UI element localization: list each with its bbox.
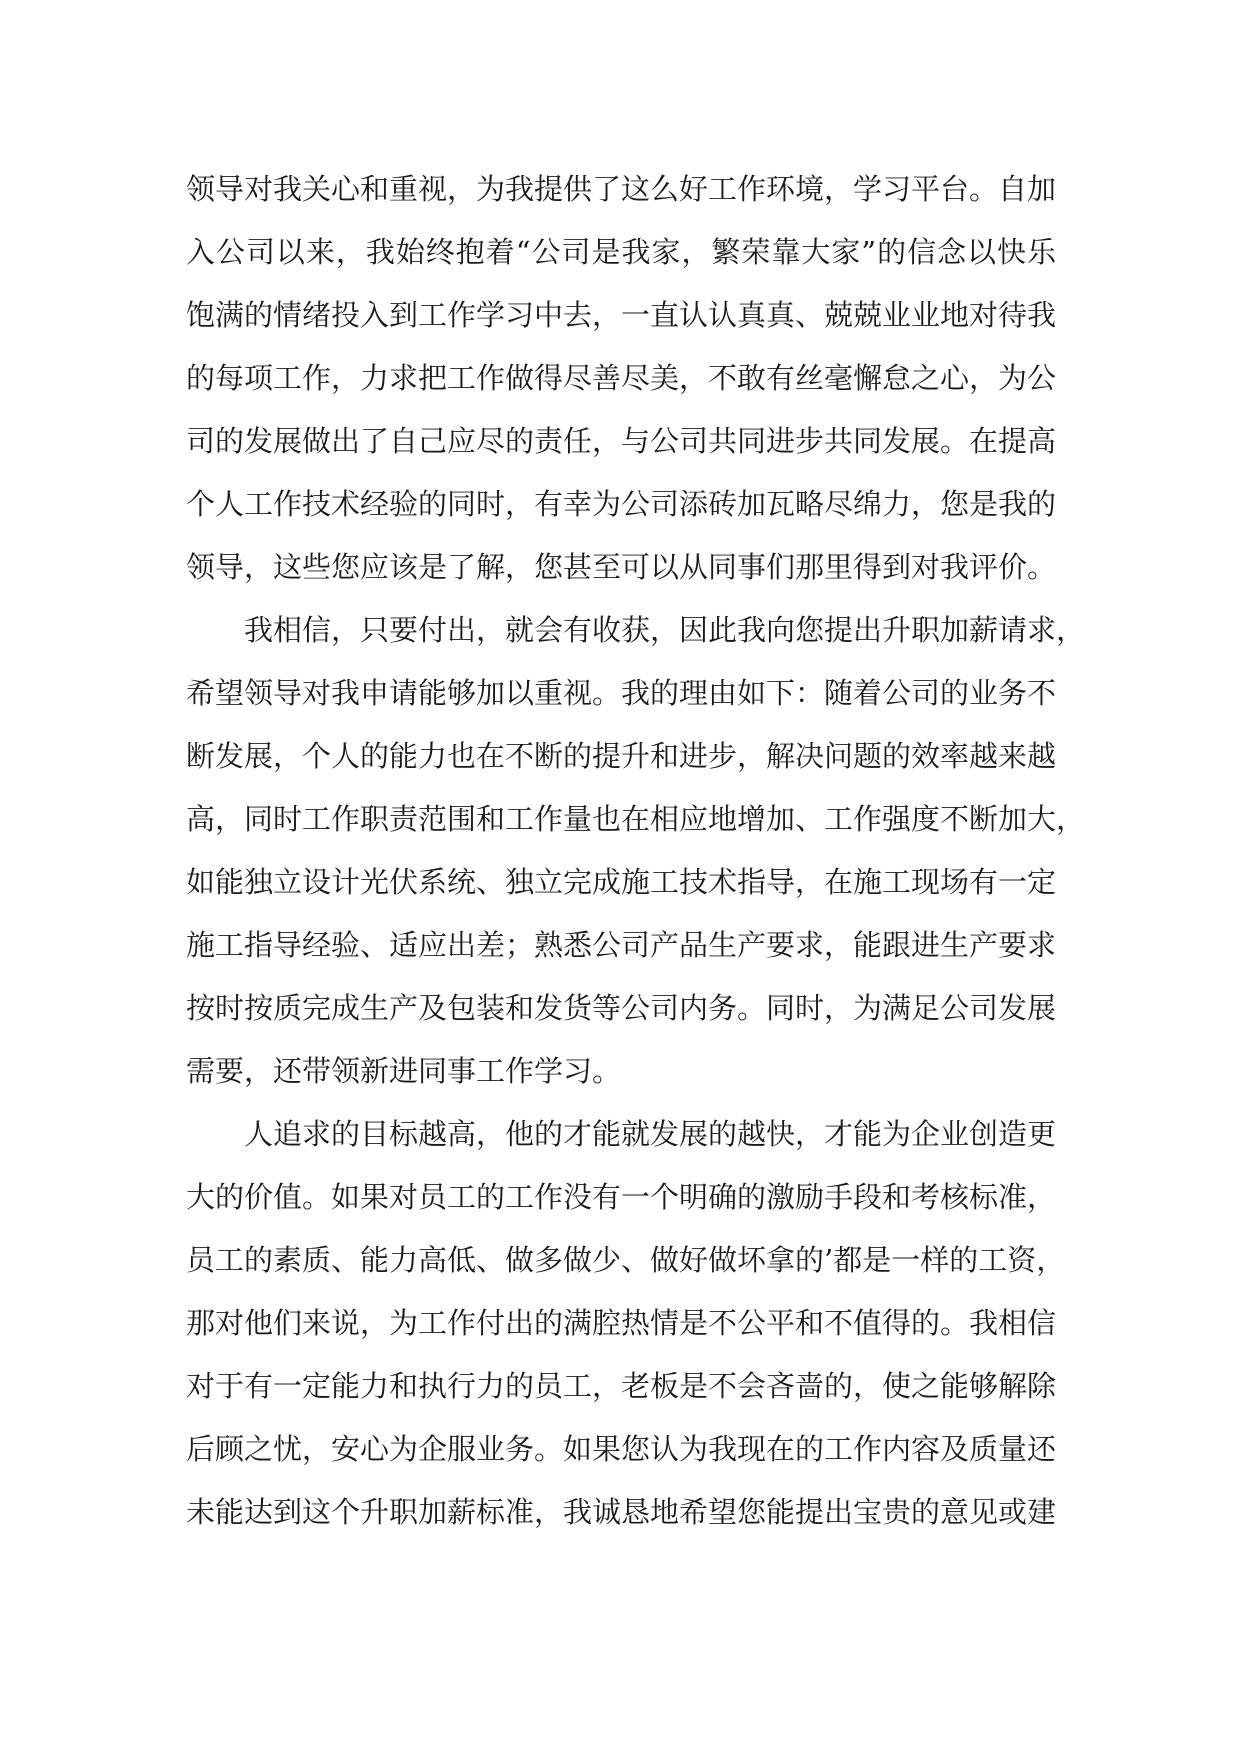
paragraph-1-line-2: 入公司以来，我始终抱着“公司是我家，繁荣靠大家”的信念以快乐	[186, 235, 1056, 269]
paragraph-3-line-3: 员工的素质、能力高低、做多做少、做好做坏拿的’都是一样的工资，	[186, 1243, 1066, 1277]
paragraph-2-line-7: 按时按质完成生产及包装和发货等公司内务。同时，为满足公司发展	[186, 991, 1057, 1025]
paragraph-2-line-1: 我相信，只要付出，就会有收获，因此我向您提出升职加薪请求，	[244, 613, 1086, 647]
paragraph-1-line-6: 个人工作技术经验的同时，有幸为公司添砖加瓦略尽绵力，您是我的	[186, 487, 1057, 521]
paragraph-2-line-3: 断发展，个人的能力也在不断的提升和进步，解决问题的效率越来越	[186, 739, 1057, 773]
paragraph-2-line-6: 施工指导经验、适应出差；熟悉公司产品生产要求，能跟进生产要求	[186, 928, 1057, 962]
paragraph-3-line-7: 未能达到这个升职加薪标准，我诚恳地希望您能提出宝贵的意见或建	[186, 1495, 1057, 1529]
paragraph-2-line-2: 希望领导对我申请能够加以重视。我的理由如下：随着公司的业务不	[186, 676, 1057, 710]
paragraph-1-line-3: 饱满的情绪投入到工作学习中去，一直认认真真、兢兢业业地对待我	[186, 298, 1057, 332]
paragraph-1-line-7: 领导，这些您应该是了解，您甚至可以从同事们那里得到对我评价。	[186, 550, 1057, 584]
paragraph-3-line-5: 对于有一定能力和执行力的员工，老板是不会吝啬的，使之能够解除	[186, 1369, 1057, 1403]
paragraph-2-line-4: 高，同时工作职责范围和工作量也在相应地增加、工作强度不断加大，	[186, 802, 1086, 836]
paragraph-1-line-1: 领导对我关心和重视，为我提供了这么好工作环境，学习平台。自加	[186, 172, 1057, 206]
paragraph-1-line-5: 司的发展做出了自己应尽的责任，与公司共同进步共同发展。在提高	[186, 424, 1057, 458]
paragraph-3-line-1: 人追求的目标越高，他的才能就发展的越快，才能为企业创造更	[244, 1117, 1057, 1151]
paragraph-2-line-5: 如能独立设计光伏系统、独立完成施工技术指导，在施工现场有一定	[186, 865, 1057, 899]
paragraph-2-line-8: 需要，还带领新进同事工作学习。	[186, 1054, 622, 1088]
paragraph-1-line-4: 的每项工作，力求把工作做得尽善尽美，不敢有丝毫懈怠之心，为公	[186, 361, 1057, 395]
paragraph-3-line-4: 那对他们来说，为工作付出的满腔热情是不公平和不值得的。我相信	[186, 1306, 1057, 1340]
document-body	[186, 158, 1086, 1544]
paragraph-3-line-2: 大的价值。如果对员工的工作没有一个明确的激励手段和考核标准，	[186, 1180, 1057, 1214]
paragraph-3-line-6: 后顾之忧，安心为企服业务。如果您认为我现在的工作内容及质量还	[186, 1432, 1057, 1466]
